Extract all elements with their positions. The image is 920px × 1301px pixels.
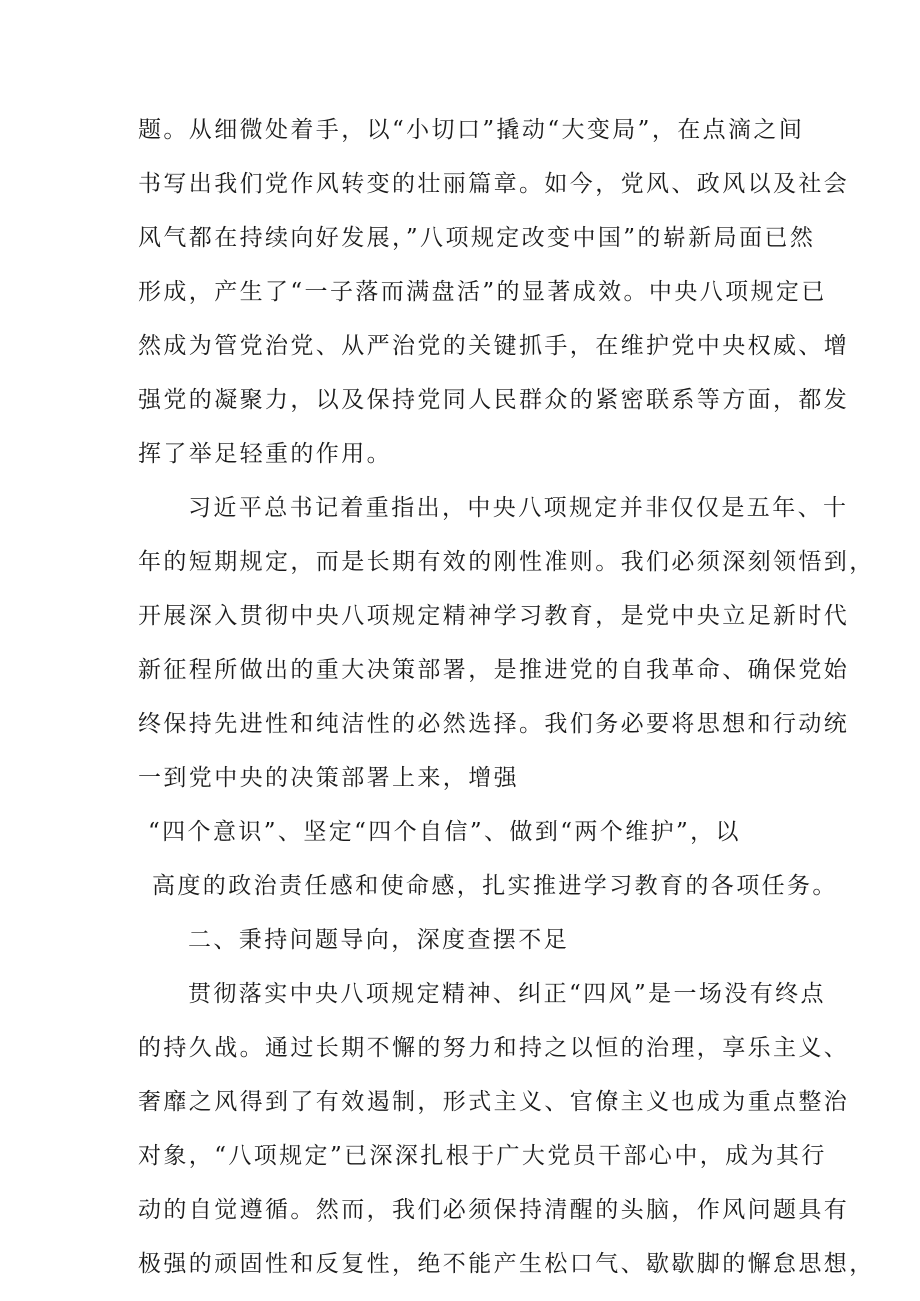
text-line: 然成为管党治党、从严治党的关键抓手，在维护党中央权威、增: [138, 333, 850, 359]
text-line: 题。从细微处着手，以“小切口”撬动“大变局”，在点滴之间: [138, 117, 805, 143]
text-line: 开展深入贯彻中央八项规定精神学习教育，是党中央立足新时代: [138, 603, 850, 629]
text-line: 风气都在持续向好发展，”八项规定改变中国”的崭新局面已然: [138, 225, 816, 251]
text-line: 一到党中央的决策部署上来，增强: [138, 765, 519, 791]
text-line: 高度的政治责任感和使命感，扎实推进学习教育的各项任务。: [152, 873, 838, 899]
text-line: 终保持先进性和纯洁性的必然选择。我们务必要将思想和行动统: [138, 711, 850, 737]
paragraph-first-line: 习近平总书记着重指出，中央八项规定并非仅仅是五年、十: [188, 495, 849, 521]
text-line: 极强的顽固性和反复性，绝不能产生松口气、歇歇脚的懈怠思想，: [138, 1251, 875, 1277]
text-line: 奢靡之风得到了有效遏制，形式主义、官僚主义也成为重点整治: [138, 1089, 850, 1115]
text-line: 挥了举足轻重的作用。: [138, 441, 392, 467]
text-line: “四个意识”、坚定“四个自信”、做到“两个维护”，以: [148, 819, 741, 845]
section-heading: 二、秉持问题导向，深度查摆不足: [188, 927, 569, 953]
text-line: 的持久战。通过长期不懈的努力和持之以恒的治理，享乐主义、: [138, 1035, 850, 1061]
text-line: 对象，“八项规定”已深深扎根于广大党员干部心中，成为其行: [138, 1143, 827, 1169]
paragraph-first-line: 贯彻落实中央八项规定精神、纠正“四风”是一场没有终点: [188, 981, 826, 1007]
text-line: 年的短期规定，而是长期有效的刚性准则。我们必须深刻领悟到，: [138, 549, 875, 575]
text-line: 新征程所做出的重大决策部署，是推进党的自我革命、确保党始: [138, 657, 850, 683]
text-line: 形成，产生了“一子落而满盘活”的显著成效。中央八项规定已: [138, 279, 827, 305]
text-line: 动的自觉遵循。然而，我们必须保持清醒的头脑，作风问题具有: [138, 1197, 850, 1223]
text-line: 书写出我们党作风转变的壮丽篇章。如今，党风、政风以及社会: [138, 171, 850, 197]
text-line: 强党的凝聚力，以及保持党同人民群众的紧密联系等方面，都发: [138, 387, 850, 413]
